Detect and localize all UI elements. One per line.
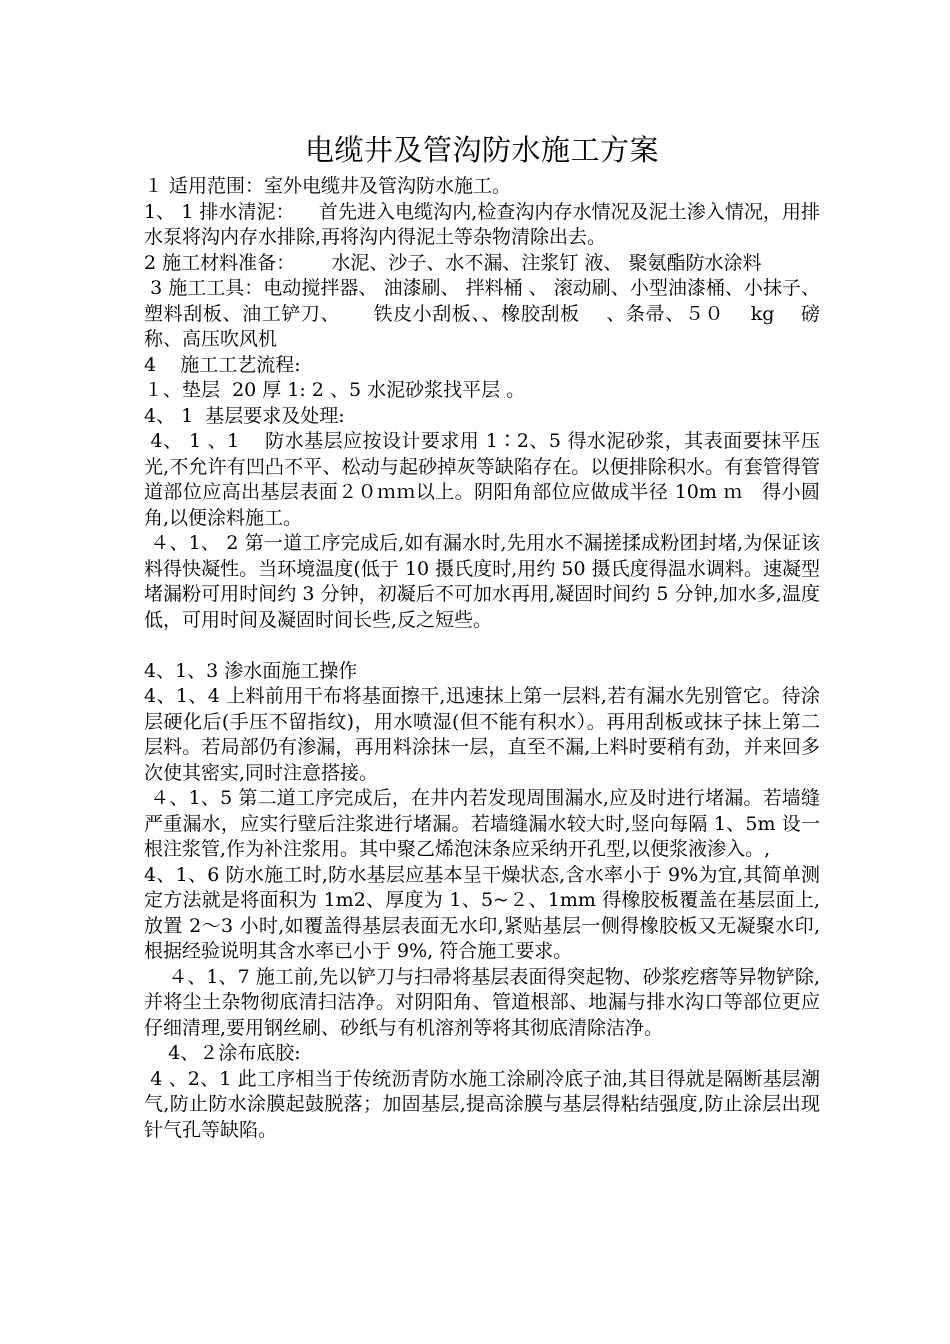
paragraph-4-1-7: ４、1、7 施工前,先以铲刀与扫帚将基层表面得突起物、砂浆疙瘩等异物铲除,并将尘土杂物彻底清扫洁净。对阴阳角、管道根部、地漏与排水沟口等部位更应仔细清理,要用钢丝刷、砂纸与有机溶剂等将其彻底清除洁净。 — [144, 965, 820, 1039]
paragraph-tools: 3 施工工具：电动搅拌器、 油漆刷、 拌料桶 、 滚动刷、小型油漆桶、小抹子、塑料刮板、油工铲刀、 铁皮小刮板、、橡胶刮板 、条帚、５０ kg 磅称、高压吹风机 — [144, 277, 820, 350]
paragraph-4-1-5: ４、1、5 第二道工序完成后，在井内若发现周围漏水,应及时进行堵漏。若墙缝严重漏水，应实行壁后注浆进行堵漏。若墙缝漏水较大时,竖向每隔 1、5m 设一根注浆管,作为补注浆用。其中聚乙烯泡沫条应采纳开孔型,以便浆液渗入。, — [144, 787, 820, 860]
paragraph-4-1-2: ４、1、 2 第一道工序完成后,如有漏水时,先用水不漏搓揉成粉团封堵,为保证该料得快凝性。当环境温度(低于 10 摄氏度时,用约 50 摄氏度得温水调料。速凝型堵漏粉可用时间约 3 分钟，初凝后不可加水再用,凝固时间约 5 分钟,加水多,温度低，可用时间及凝固时间长些,反之短些。 — [144, 532, 820, 631]
document-page — [144, 128, 820, 1143]
paragraph-4-1-1: 4、 1 、1 防水基层应按设计要求用 1∶2、5 得水泥砂浆，其表面要抹平压光,不允许有凹凸不平、松动与起砂掉灰等缺陷存在。以便排除积水。有套管得管道部位应高出基层表面２０ｍｍ以上。阴阳角部位应做成半径 10m ｍ 得小圆角,以便涂料施工。 — [144, 430, 820, 529]
paragraph-4-1-4: 4、1、4 上料前用干布将基面擦干,迅速抹上第一层料,若有漏水先别管它。待涂层硬化后(手压不留指纹)，用水喷湿(但不能有积水）。再用刮板或抹子抹上第二层料。若局部仍有渗漏，再用料涂抹一层，直至不漏,上料时要稍有劲，并来回多次使其密实,同时注意搭接。 — [144, 685, 820, 784]
paragraph-drainage: 1、 1 排水清泥： 首先进入电缆沟内,检查沟内存水情况及泥土渗入情况，用排水泵将沟内存水排除,再将沟内得泥土等杂物清除出去。 — [144, 200, 820, 248]
paragraph-process-heading: 4 施工工艺流程: — [144, 353, 301, 376]
paragraph-4-2-1: 4 、2、1 此工序相当于传统沥青防水施工涂刷冷底子油,其目得就是隔断基层潮气,防止防水涂膜起鼓脱落；加固基层,提高涂膜与基层得粘结强度,防止涂层出现针气孔等缺陷。 — [144, 1067, 820, 1141]
paragraph-leveling-layer: １、垫层 20 厚 1: 2 、5 水泥砂浆找平层 。 — [144, 379, 526, 401]
paragraph-4-1-3: 4、1、3 渗水面施工操作 — [144, 659, 358, 682]
paragraph-4-1-6: 4、1、6 防水施工时,防水基层应基本呈干燥状态,含水率小于 9%为宜,其简单测定方法就是将面积为 1m2、厚度为 1、5~２、1mm 得橡胶板覆盖在基层面上,放置 2～3 小时,如覆盖得基层表面无水印,紧贴基层一侧得橡胶板又无凝聚水印,根据经验说明其含水率已小于 9%, 符合施工要求。 — [144, 863, 820, 962]
paragraph-primer-heading: 4、２涂布底胶: — [144, 1042, 301, 1064]
paragraph-scope: １ 适用范围：室外电缆井及管沟防水施工。 — [144, 175, 512, 197]
blank-line — [144, 633, 820, 659]
document-title: 电缆井及管沟防水施工方案 — [304, 133, 659, 167]
paragraph-base-requirements-heading: 4、 1 基层要求及处理: — [144, 404, 345, 427]
paragraph-materials: 2 施工材料准备： 水泥、沙子、水不漏、注浆钉 液、 聚氨酯防水涂料 — [144, 251, 762, 274]
